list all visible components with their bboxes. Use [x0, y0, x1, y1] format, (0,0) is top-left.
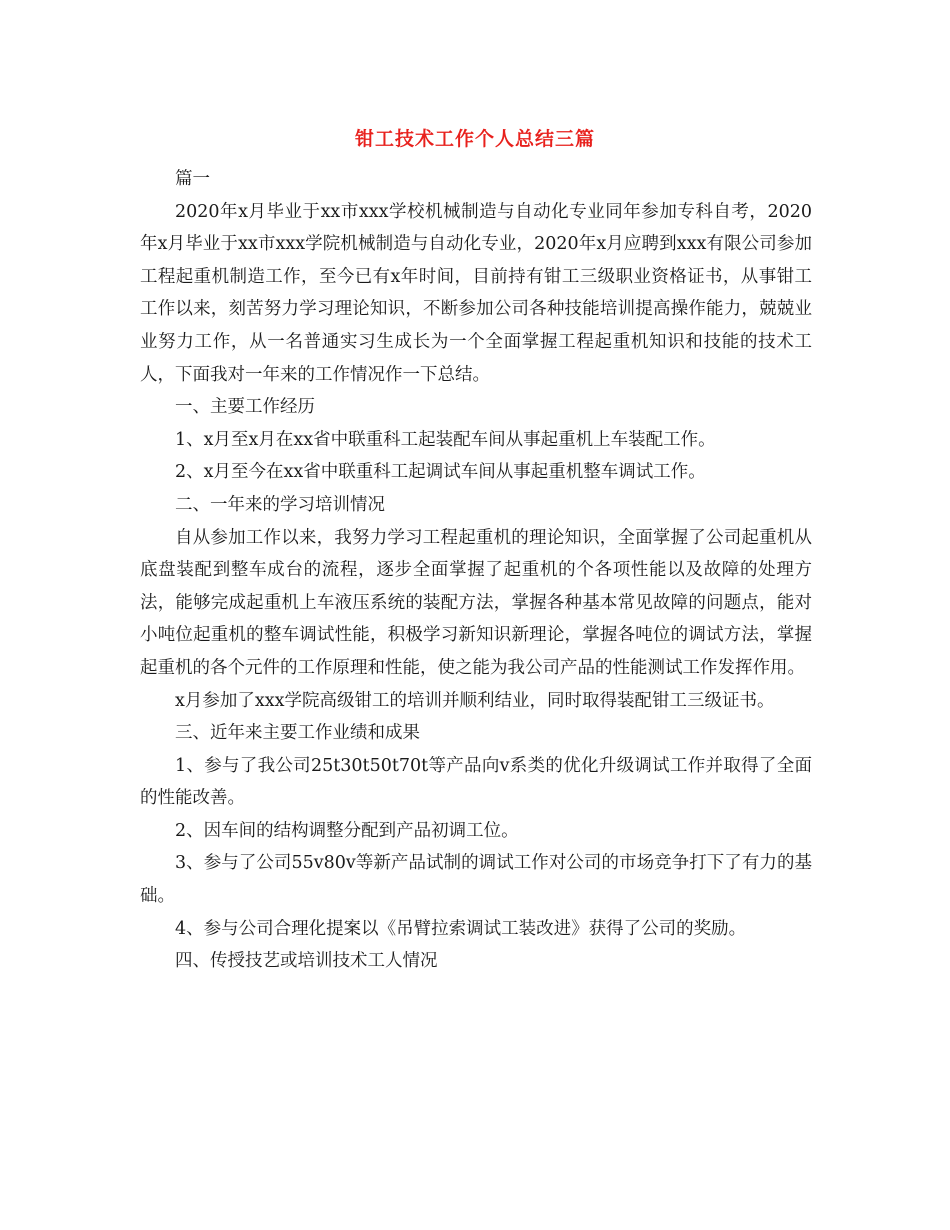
work-item: 2、x月至今在xx省中联重科工起调试车间从事起重机整车调试工作。 — [175, 462, 706, 483]
document-title: 钳工技术工作个人总结三篇 — [354, 128, 595, 150]
work-item: 1、x月至x月在xx省中联重科工起装配车间从事起重机上车装配工作。 — [175, 429, 716, 450]
achievement-item: 2、因车间的结构调整分配到产品初调工位。 — [175, 820, 519, 841]
intro-paragraph: 2020年x月毕业于xx市xxx学校机械制造与自动化专业同年参加专科自考，2020年x月毕业于xx市xxx学院机械制造与自动化专业，2020年x月应聘到xxx有限公司参加工程起重机制造工作，至今已有x年时间，目前持有钳工三级职业资格证书，从事钳工工作以来，刻苦努力学习理论知识，不断参加公司各种技能培训提高操作能力，兢兢业业努力工作，从一名普通实习生成长为一个全面掌握工程起重机知识和技能的技术工人，下面我对一年来的工作情况作一下总结。 — [140, 201, 812, 385]
training-paragraph: x月参加了xxx学院高级钳工的培训并顺利结业，同时取得装配钳工三级证书。 — [175, 690, 775, 711]
section-label: 篇一 — [175, 169, 210, 189]
section-heading-achievements: 三、近年来主要工作业绩和成果 — [175, 723, 420, 744]
achievement-item: 1、参与了我公司25t30t50t70t等产品向v系类的优化升级调试工作并取得了全面的性能改善。 — [140, 755, 812, 809]
achievement-item: 4、参与公司合理化提案以《吊臂拉索调试工装改进》获得了公司的奖励。 — [175, 918, 747, 939]
section-heading-teaching: 四、传授技艺或培训技术工人情况 — [175, 951, 438, 972]
achievement-item: 3、参与了公司55v80v等新产品试制的调试工作对公司的市场竞争打下了有力的基础。 — [140, 853, 812, 907]
section-heading-training: 二、一年来的学习培训情况 — [175, 494, 385, 515]
section-heading-work-experience: 一、主要工作经历 — [175, 397, 315, 418]
training-paragraph: 自从参加工作以来，我努力学习工程起重机的理论知识，全面掌握了公司起重机从底盘装配到整车成台的流程，逐步全面掌握了起重机的个各项性能以及故障的处理方法，能够完成起重机上车液压系统的装配方法，掌握各种基本常见故障的问题点，能对小吨位起重机的整车调试性能，积极学习新知识新理论，掌握各吨位的调试方法，掌握起重机的各个元件的工作原理和性能，使之能为我公司产品的性能测试工作发挥作用。 — [140, 527, 812, 678]
document-body — [140, 163, 812, 978]
